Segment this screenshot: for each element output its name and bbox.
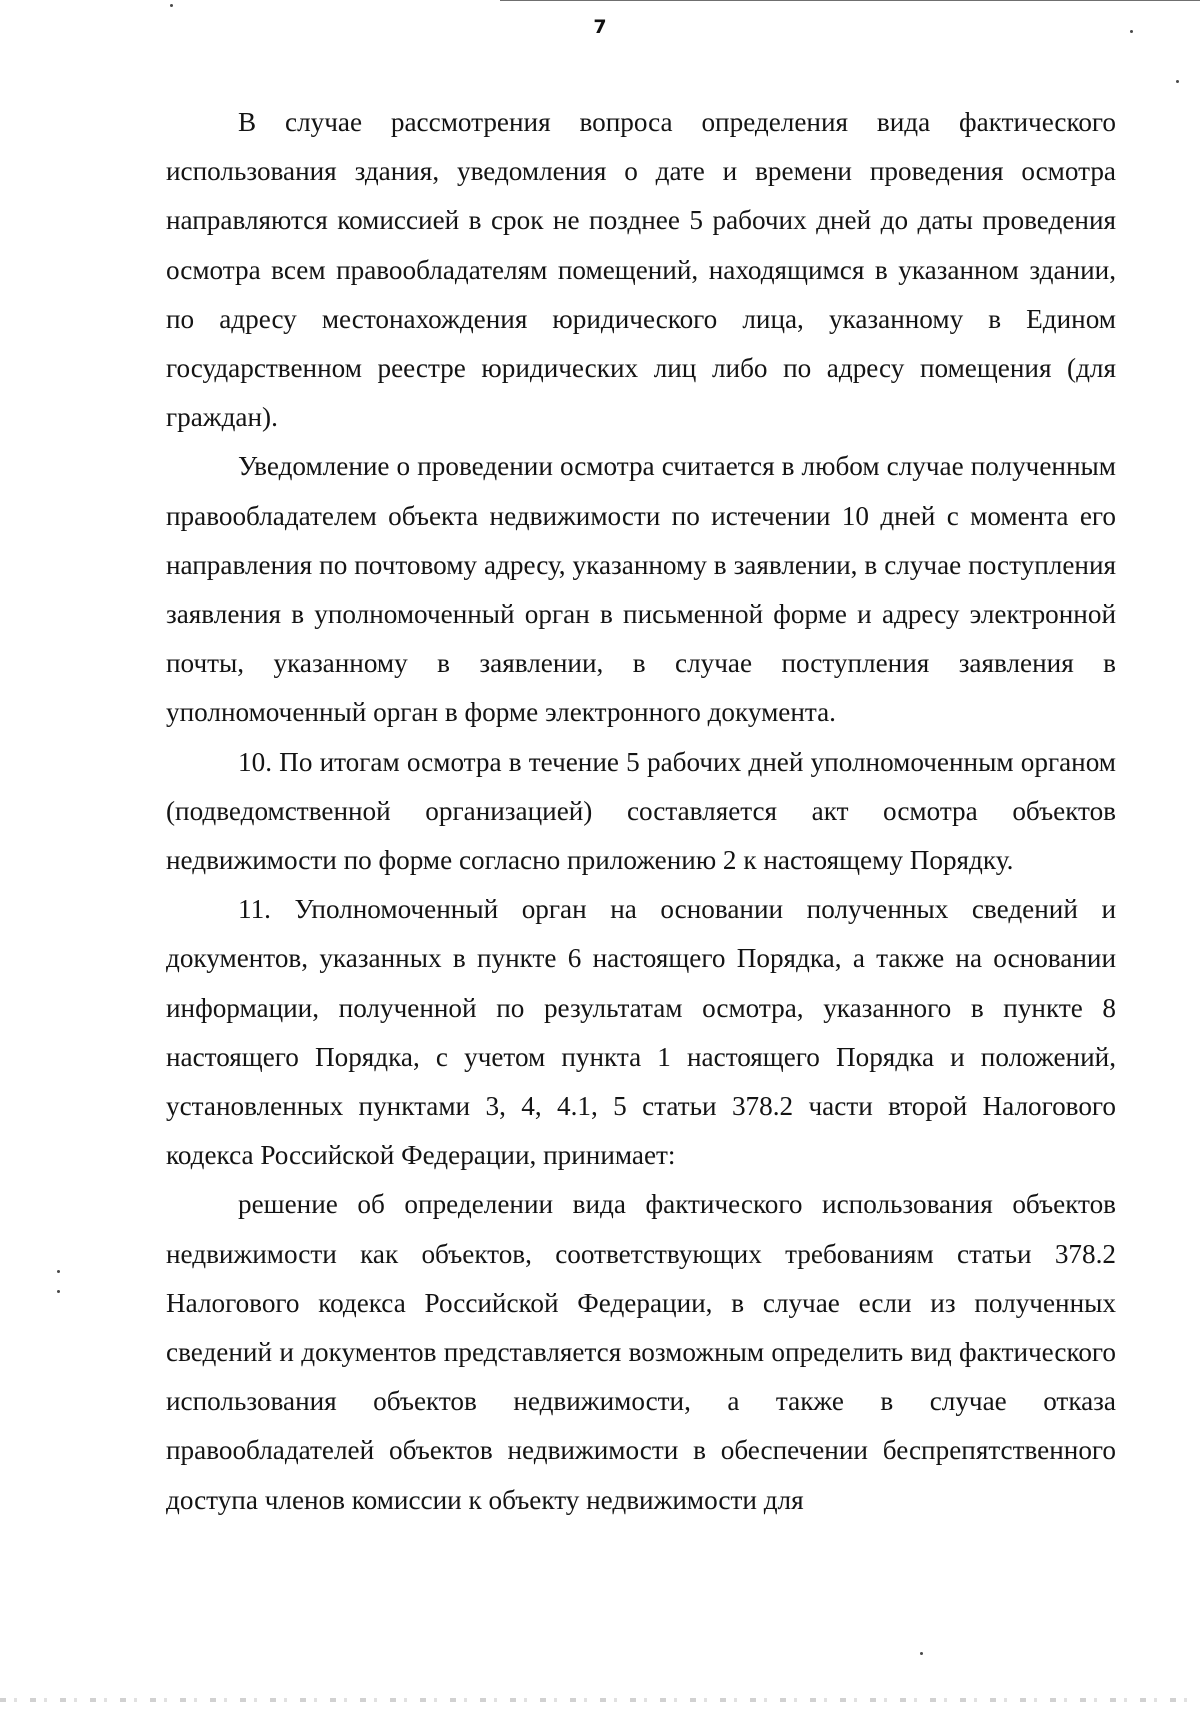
scan-speck [1130, 30, 1133, 33]
scan-speck [920, 1652, 923, 1655]
document-body [166, 98, 1116, 1525]
paragraph-item-11: 11. Уполномоченный орган на основании полученных сведений и документов, указанных в пункте 6 настоящего Порядка, а также на основании информации, полученной по результатам осмотра, указанного в пункте 8 настоящего Порядка, с учетом пункта 1 настоящего Порядка и положений, установленных пунктами 3, 4, 4.1, 5 статьи 378.2 части второй Налогового кодекса Российской Федерации, принимает: [166, 894, 1116, 1171]
scan-speck [1176, 80, 1179, 83]
paragraph-decision: решение об определении вида фактического использования объектов недвижимости как объектов, соответствующих требованиям статьи 378.2 Налогового кодекса Российской Федерации, в случае если из полученных сведений и документов представляется возможным определить вид фактического использования объектов недвижимости, а также в случае отказа правообладателей объектов недвижимости в обеспечении беспрепятственного доступа членов комиссии к объекту недвижимости для [166, 1189, 1116, 1515]
paragraph-building-inspection-notice: В случае рассмотрения вопроса определения вида фактического использования здания, уведомления о дате и времени проведения осмотра направляются комиссией в срок не позднее 5 рабочих дней до даты проведения осмотра всем правообладателям помещений, находящимся в указанном здании, по адресу местонахождения юридического лица, указанному в Едином государственном реестре юридических лиц либо по адресу помещения (для граждан). [166, 107, 1116, 433]
scan-speck [170, 4, 173, 7]
paragraph-notice-received: Уведомление о проведении осмотра считается в любом случае полученным правообладателем объекта недвижимости по истечении 10 дней с момента его направления по почтовому адресу, указанному в заявлении, в случае поступления заявления в уполномоченный орган в письменной форме и адресу электронной почты, указанному в заявлении, в случае поступления заявления в уполномоченный орган в форме электронного документа. [166, 451, 1116, 728]
scan-speck [57, 1270, 60, 1273]
scan-bottom-edge [0, 1698, 1200, 1702]
scan-top-edge [500, 0, 1200, 1]
page-number: 7 [593, 16, 607, 38]
paragraph-item-10: 10. По итогам осмотра в течение 5 рабочих дней уполномоченным органом (подведомственной организацией) составляется акт осмотра объектов недвижимости по форме согласно приложению 2 к настоящему Порядку. [166, 746, 1116, 876]
scan-speck [57, 1290, 60, 1293]
